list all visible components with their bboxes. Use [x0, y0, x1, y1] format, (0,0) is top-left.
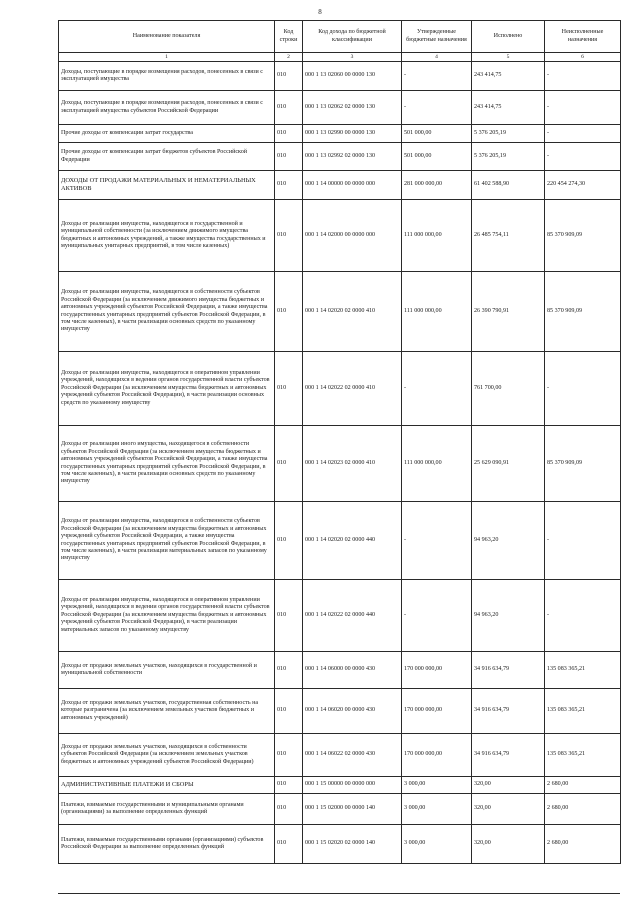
row-code-cell: 010	[275, 794, 303, 825]
row-kbk-cell: 000 1 15 00000 00 0000 000	[303, 777, 402, 794]
row-approved-cell: 170 000 000,00	[402, 689, 472, 734]
row-unexecuted-cell: -	[545, 580, 621, 652]
table-row	[59, 272, 621, 352]
row-kbk-cell: 000 1 14 02022 02 0000 440	[303, 580, 402, 652]
row-kbk-cell: 000 1 14 02020 02 0000 440	[303, 502, 402, 580]
row-name-cell: ДОХОДЫ ОТ ПРОДАЖИ МАТЕРИАЛЬНЫХ И НЕМАТЕРИАЛЬНЫХ АКТИВОВ	[59, 171, 275, 200]
row-kbk-cell: 000 1 13 02992 02 0000 130	[303, 143, 402, 171]
row-kbk-cell: 000 1 14 06022 02 0000 430	[303, 734, 402, 777]
row-kbk-cell: 000 1 14 06020 00 0000 430	[303, 689, 402, 734]
page-bottom-rule	[58, 893, 620, 894]
row-name-cell: Доходы от реализации имущества, находящегося в собственности субъектов Российской Федерации (за исключением движимого имущества бюджетных и автономных учреждений субъектов Российской Федерации, а также имущества государственных унитарных предприятий субъектов Российской Федерации, в том числе казенных), в части реализации основных средств по указанному имуществу	[59, 272, 275, 352]
row-code-cell: 010	[275, 825, 303, 864]
table-row	[59, 125, 621, 143]
header-kbk: Код дохода по бюджетной классификации	[303, 21, 402, 53]
row-code-cell: 010	[275, 125, 303, 143]
row-code-cell: 010	[275, 502, 303, 580]
row-executed-cell: 5 376 205,19	[472, 125, 545, 143]
row-name-cell: Доходы от реализации иного имущества, находящегося в собственности субъектов Российской Федерации (за исключением имущества бюджетных и автономных учреждений субъектов Российской Федерации, а также имущества государственных унитарных предприятий субъектов Российской Федерации, в том числе казенных), в части реализации основных средств по указанному имуществу	[59, 426, 275, 502]
row-code-cell: 010	[275, 426, 303, 502]
row-executed-cell: 320,00	[472, 777, 545, 794]
row-executed-cell: 34 916 634,79	[472, 734, 545, 777]
row-name-cell: Платежи, взимаемые государственными и муниципальными органами (организациями) за выполнение определенных функций	[59, 794, 275, 825]
row-unexecuted-cell: -	[545, 352, 621, 426]
row-approved-cell: 170 000 000,00	[402, 652, 472, 689]
row-approved-cell: 3 000,00	[402, 825, 472, 864]
row-approved-cell: 281 000 000,00	[402, 171, 472, 200]
row-kbk-cell: 000 1 14 02020 02 0000 410	[303, 272, 402, 352]
table-row	[59, 652, 621, 689]
table-row	[59, 426, 621, 502]
row-executed-cell: 26 485 754,11	[472, 200, 545, 272]
row-approved-cell: 501 000,00	[402, 143, 472, 171]
header-row	[59, 21, 621, 53]
row-unexecuted-cell: 2 680,00	[545, 794, 621, 825]
row-approved-cell: 170 000 000,00	[402, 734, 472, 777]
row-unexecuted-cell: 135 083 365,21	[545, 652, 621, 689]
row-name-cell: Доходы от реализации имущества, находящегося в оперативном управлении учреждений, находящихся в ведении органов государственной власти субъектов Российской Федерации (за исключением имущества бюджетных и автономных учреждений субъектов Российской Федерации), в части реализации основных средств по указанному имуществу	[59, 352, 275, 426]
row-kbk-cell: 000 1 14 02023 02 0000 410	[303, 426, 402, 502]
column-number: 4	[402, 53, 472, 62]
row-unexecuted-cell: -	[545, 62, 621, 91]
column-number-row	[59, 53, 621, 62]
table-row	[59, 794, 621, 825]
row-unexecuted-cell: 85 370 909,09	[545, 426, 621, 502]
row-unexecuted-cell: 2 680,00	[545, 825, 621, 864]
table-row	[59, 171, 621, 200]
row-kbk-cell: 000 1 13 02990 00 0000 130	[303, 125, 402, 143]
row-approved-cell: -	[402, 62, 472, 91]
row-executed-cell: 34 916 634,79	[472, 689, 545, 734]
row-code-cell: 010	[275, 62, 303, 91]
row-approved-cell: 111 000 000,00	[402, 200, 472, 272]
row-approved-cell: -	[402, 352, 472, 426]
row-approved-cell: 3 000,00	[402, 777, 472, 794]
row-name-cell: Доходы от реализации имущества, находящегося в оперативном управлении учреждений, находящихся в ведении органов государственной власти субъектов Российской Федерации (за исключением имущества бюджетных и автономных учреждений субъектов Российской Федерации), в части реализации материальных запасов по указанному имуществу	[59, 580, 275, 652]
row-executed-cell: 761 700,00	[472, 352, 545, 426]
row-unexecuted-cell: 85 370 909,09	[545, 200, 621, 272]
row-code-cell: 010	[275, 171, 303, 200]
page-number: 8	[318, 8, 322, 16]
row-name-cell: Доходы от продажи земельных участков, государственная собственность на которые разграничена (за исключением земельных участков бюджетных и автономных учреждений)	[59, 689, 275, 734]
column-number: 1	[59, 53, 275, 62]
row-code-cell: 010	[275, 734, 303, 777]
row-code-cell: 010	[275, 200, 303, 272]
row-code-cell: 010	[275, 652, 303, 689]
row-executed-cell: 243 414,75	[472, 62, 545, 91]
row-unexecuted-cell: -	[545, 91, 621, 125]
row-executed-cell: 243 414,75	[472, 91, 545, 125]
row-name-cell: Доходы от продажи земельных участков, находящихся в государственной и муниципальной собственности	[59, 652, 275, 689]
column-number: 5	[472, 53, 545, 62]
row-name-cell: Платежи, взимаемые государственными органами (организациями) субъектов Российской Федерации за выполнение определенных функций	[59, 825, 275, 864]
table-row	[59, 200, 621, 272]
row-executed-cell: 61 402 588,90	[472, 171, 545, 200]
row-kbk-cell: 000 1 14 02000 00 0000 000	[303, 200, 402, 272]
header-approved: Утвержденные бюджетные назначения	[402, 21, 472, 53]
table-row	[59, 777, 621, 794]
row-approved-cell: 501 000,00	[402, 125, 472, 143]
table-row	[59, 91, 621, 125]
row-unexecuted-cell: 135 083 365,21	[545, 689, 621, 734]
row-kbk-cell: 000 1 15 02000 00 0000 140	[303, 794, 402, 825]
row-unexecuted-cell: -	[545, 502, 621, 580]
header-code: Код строки	[275, 21, 303, 53]
row-kbk-cell: 000 1 14 00000 00 0000 000	[303, 171, 402, 200]
row-name-cell: Доходы, поступающие в порядке возмещения расходов, понесенных в связи с эксплуатацией имущества	[59, 62, 275, 91]
row-name-cell: Прочие доходы от компенсации затрат бюджетов субъектов Российской Федерации	[59, 143, 275, 171]
column-number: 2	[275, 53, 303, 62]
row-executed-cell: 5 376 205,19	[472, 143, 545, 171]
row-executed-cell: 320,00	[472, 794, 545, 825]
row-approved-cell: -	[402, 580, 472, 652]
header-unexecuted: Неисполненные назначения	[545, 21, 621, 53]
row-code-cell: 010	[275, 352, 303, 426]
table-row	[59, 502, 621, 580]
row-unexecuted-cell: 85 370 909,09	[545, 272, 621, 352]
row-name-cell: Прочие доходы от компенсации затрат государства	[59, 125, 275, 143]
header-name: Наименование показателя	[59, 21, 275, 53]
table-row	[59, 734, 621, 777]
table-row	[59, 62, 621, 91]
row-executed-cell: 94 963,20	[472, 580, 545, 652]
table-row	[59, 689, 621, 734]
table-row	[59, 143, 621, 171]
row-executed-cell: 34 916 634,79	[472, 652, 545, 689]
row-unexecuted-cell: 2 680,00	[545, 777, 621, 794]
row-executed-cell: 25 629 090,91	[472, 426, 545, 502]
row-approved-cell: -	[402, 502, 472, 580]
row-code-cell: 010	[275, 777, 303, 794]
row-code-cell: 010	[275, 143, 303, 171]
row-approved-cell: 111 000 000,00	[402, 272, 472, 352]
row-name-cell: Доходы от реализации имущества, находящегося в собственности субъектов Российской Федерации (за исключением имущества бюджетных и автономных учреждений субъектов Российской Федерации, а также имущества государственных унитарных предприятий субъектов Российской Федерации, в том числе казенных), в части реализации материальных запасов по указанному имуществу	[59, 502, 275, 580]
row-kbk-cell: 000 1 14 02022 02 0000 410	[303, 352, 402, 426]
row-name-cell: Доходы, поступающие в порядке возмещения расходов, понесенных в связи с эксплуатацией имущества субъектов Российской Федерации	[59, 91, 275, 125]
row-kbk-cell: 000 1 13 02062 02 0000 130	[303, 91, 402, 125]
row-unexecuted-cell: -	[545, 143, 621, 171]
row-kbk-cell: 000 1 15 02020 02 0000 140	[303, 825, 402, 864]
row-code-cell: 010	[275, 580, 303, 652]
row-approved-cell: 111 000 000,00	[402, 426, 472, 502]
header-executed: Исполнено	[472, 21, 545, 53]
row-code-cell: 010	[275, 689, 303, 734]
row-kbk-cell: 000 1 13 02060 00 0000 130	[303, 62, 402, 91]
row-executed-cell: 94 963,20	[472, 502, 545, 580]
row-code-cell: 010	[275, 91, 303, 125]
row-approved-cell: 3 000,00	[402, 794, 472, 825]
row-approved-cell: -	[402, 91, 472, 125]
row-name-cell: АДМИНИСТРАТИВНЫЕ ПЛАТЕЖИ И СБОРЫ	[59, 777, 275, 794]
table-row	[59, 825, 621, 864]
column-number: 3	[303, 53, 402, 62]
row-executed-cell: 320,00	[472, 825, 545, 864]
row-unexecuted-cell: 135 083 365,21	[545, 734, 621, 777]
table-row	[59, 352, 621, 426]
column-number: 6	[545, 53, 621, 62]
row-code-cell: 010	[275, 272, 303, 352]
row-name-cell: Доходы от реализации имущества, находящегося в государственной и муниципальной собственности (за исключением движимого имущества бюджетных и автономных учреждений, а также имущества государственных и муниципальных унитарных предприятий, в том числе казенных)	[59, 200, 275, 272]
row-executed-cell: 26 390 790,91	[472, 272, 545, 352]
row-unexecuted-cell: 220 454 274,30	[545, 171, 621, 200]
row-name-cell: Доходы от продажи земельных участков, находящихся в собственности субъектов Российской Федерации (за исключением земельных участков бюджетных и автономных учреждений субъектов Российской Федерации)	[59, 734, 275, 777]
row-unexecuted-cell: -	[545, 125, 621, 143]
row-kbk-cell: 000 1 14 06000 00 0000 430	[303, 652, 402, 689]
table-row	[59, 580, 621, 652]
income-report-table	[58, 20, 621, 864]
